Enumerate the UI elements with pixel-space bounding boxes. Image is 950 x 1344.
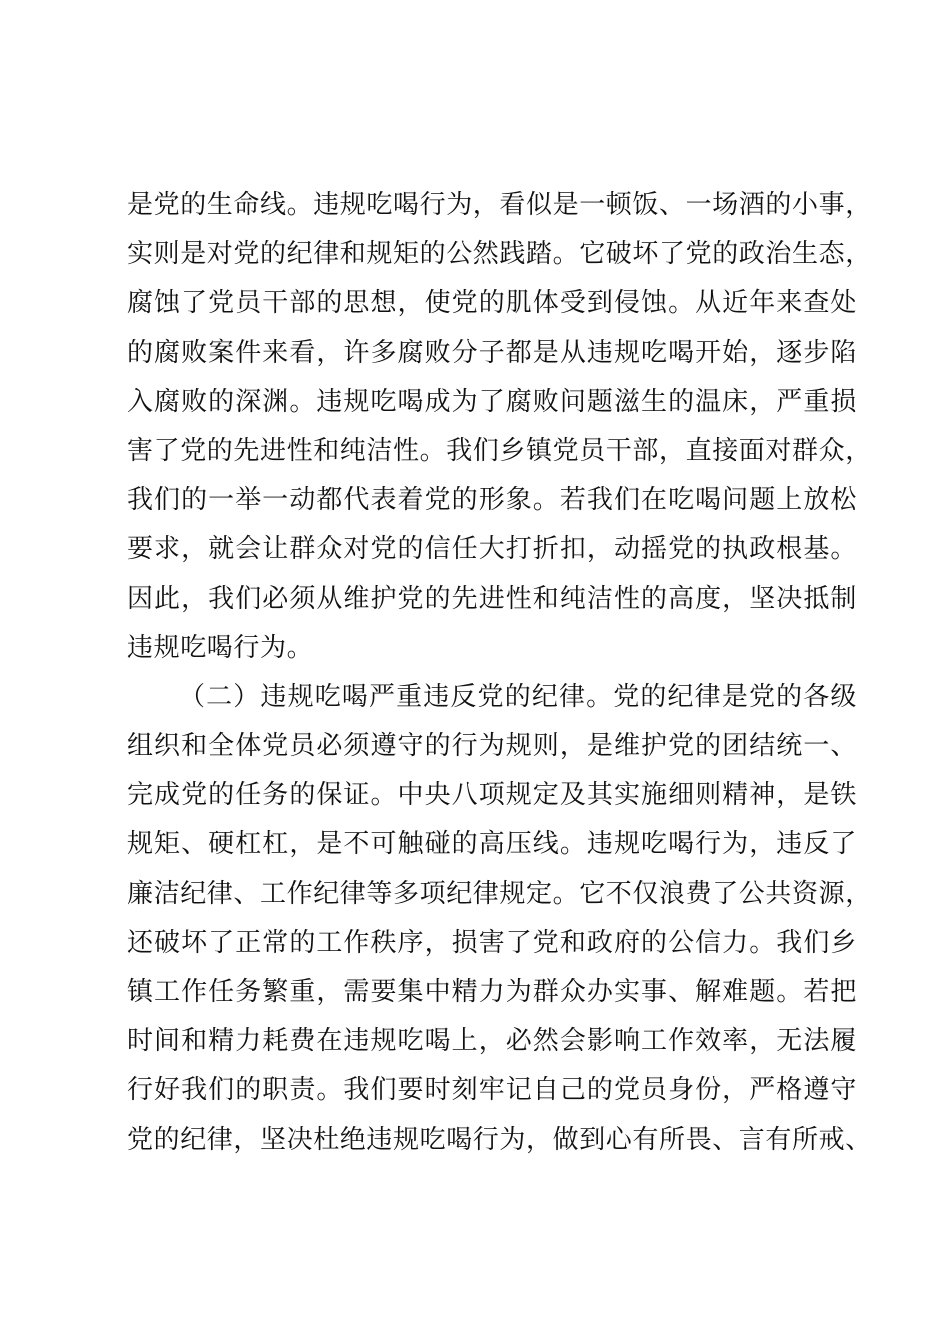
text-line: 完成党的任务的保证。中央八项规定及其实施细则精神，是铁 [127, 780, 857, 811]
paragraph-end-line: 违规吃喝行为。 [127, 632, 314, 663]
text-line: 是党的生命线。违规吃喝行为，看似是一顿饭、一场酒的小事， [127, 190, 872, 220]
text-line: 害了党的先进性和纯洁性。我们乡镇党员干部，直接面对群众， [127, 435, 872, 466]
text-line: 的腐败案件来看，许多腐败分子都是从违规吃喝开始，逐步陷 [127, 337, 857, 368]
text-line: 实则是对党的纪律和规矩的公然践踏。它破坏了党的政治生态， [127, 239, 872, 270]
text-line: 腐蚀了党员干部的思想，使党的肌体受到侵蚀。从近年来查处 [127, 288, 857, 319]
text-line: 行好我们的职责。我们要时刻牢记自己的党员身份，严格遵守 [127, 1075, 857, 1106]
text-line: 党的纪律，坚决杜绝违规吃喝行为，做到心有所畏、言有所戒、 [127, 1124, 872, 1155]
text-line: 规矩、硬杠杠，是不可触碰的高压线。违规吃喝行为，违反了 [127, 829, 857, 860]
text-line: 组织和全体党员必须遵守的行为规则，是维护党的团结统一、 [127, 731, 857, 762]
section-heading-line: （二）违规吃喝严重违反党的纪律。党的纪律是党的各级 [179, 681, 857, 712]
text-line: 廉洁纪律、工作纪律等多项纪律规定。它不仅浪费了公共资源， [127, 878, 872, 909]
body-text [127, 181, 872, 1165]
text-line: 时间和精力耗费在违规吃喝上，必然会影响工作效率，无法履 [127, 1026, 857, 1057]
text-line: 入腐败的深渊。违规吃喝成为了腐败问题滋生的温床，严重损 [127, 386, 857, 417]
text-line: 镇工作任务繁重，需要集中精力为群众办实事、解难题。若把 [127, 977, 857, 1007]
text-line: 我们的一举一动都代表着党的形象。若我们在吃喝问题上放松 [127, 485, 857, 516]
text-line: 还破坏了正常的工作秩序，损害了党和政府的公信力。我们乡 [127, 927, 857, 958]
text-line: 要求，就会让群众对党的信任大打折扣，动摇党的执政根基。 [127, 534, 857, 565]
text-line: 因此，我们必须从维护党的先进性和纯洁性的高度，坚决抵制 [127, 583, 857, 614]
